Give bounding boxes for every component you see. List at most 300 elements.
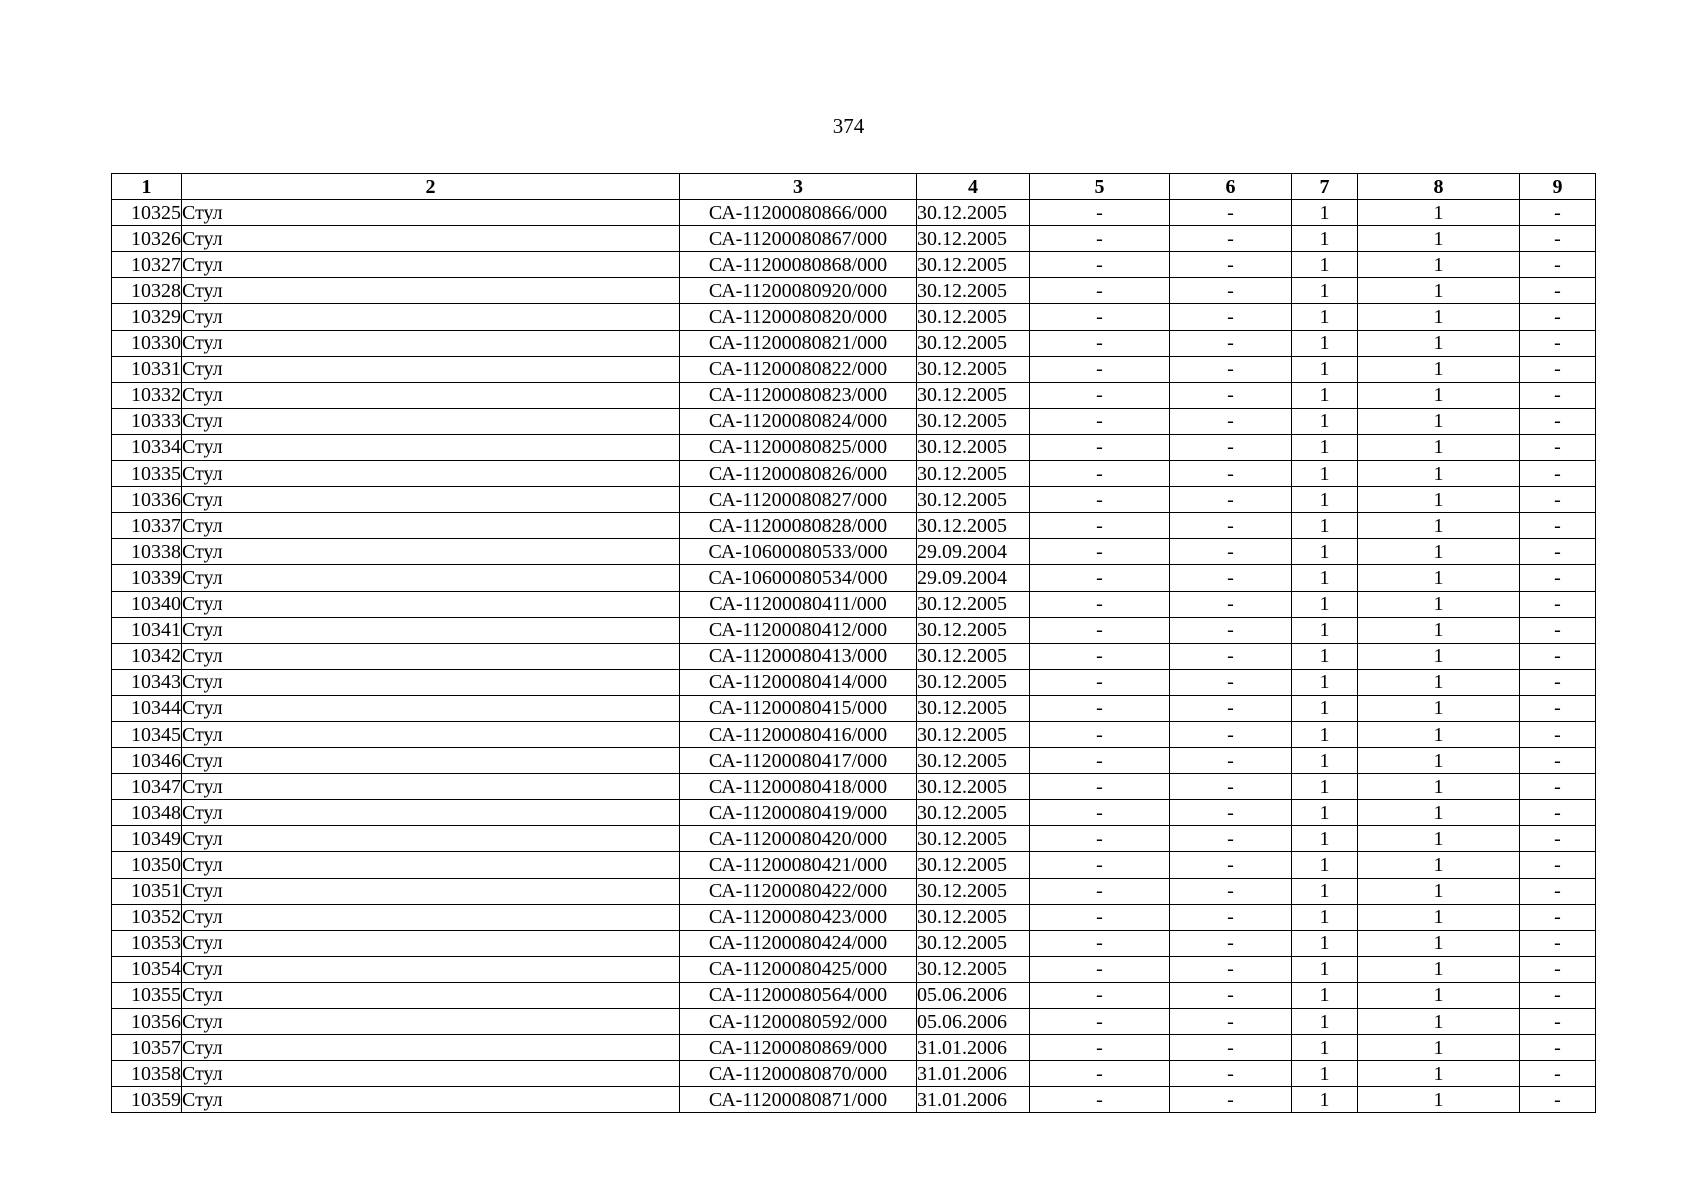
table-row	[112, 930, 1596, 956]
inventory-code: СА-10600080533/000	[680, 539, 917, 565]
column-9-value: -	[1520, 852, 1596, 878]
column-6-value: -	[1170, 382, 1292, 408]
column-7-value: 1	[1292, 956, 1358, 982]
column-header: 7	[1292, 174, 1358, 200]
acquisition-date: 30.12.2005	[917, 513, 1030, 539]
table-row	[112, 434, 1596, 460]
acquisition-date: 30.12.2005	[917, 643, 1030, 669]
column-header: 2	[182, 174, 680, 200]
column-9-value: -	[1520, 669, 1596, 695]
column-5-value: -	[1030, 878, 1170, 904]
table-row	[112, 982, 1596, 1008]
item-name: Стул	[182, 252, 680, 278]
column-9-value: -	[1520, 252, 1596, 278]
column-8-value: 1	[1358, 930, 1520, 956]
item-name: Стул	[182, 356, 680, 382]
column-8-value: 1	[1358, 721, 1520, 747]
inventory-code: СА-11200080870/000	[680, 1061, 917, 1087]
column-8-value: 1	[1358, 565, 1520, 591]
column-8-value: 1	[1358, 226, 1520, 252]
column-6-value: -	[1170, 1035, 1292, 1061]
column-9-value: -	[1520, 643, 1596, 669]
column-9-value: -	[1520, 513, 1596, 539]
column-7-value: 1	[1292, 1035, 1358, 1061]
row-number: 10347	[112, 774, 182, 800]
acquisition-date: 31.01.2006	[917, 1035, 1030, 1061]
column-5-value: -	[1030, 200, 1170, 226]
acquisition-date: 29.09.2004	[917, 539, 1030, 565]
table-row	[112, 904, 1596, 930]
inventory-code: СА-11200080827/000	[680, 487, 917, 513]
table-row	[112, 878, 1596, 904]
column-header: 4	[917, 174, 1030, 200]
column-9-value: -	[1520, 304, 1596, 330]
column-7-value: 1	[1292, 826, 1358, 852]
item-name: Стул	[182, 643, 680, 669]
column-7-value: 1	[1292, 356, 1358, 382]
table-row	[112, 513, 1596, 539]
column-8-value: 1	[1358, 252, 1520, 278]
column-9-value: -	[1520, 800, 1596, 826]
item-name: Стул	[182, 1087, 680, 1113]
item-name: Стул	[182, 930, 680, 956]
table-row	[112, 1035, 1596, 1061]
acquisition-date: 30.12.2005	[917, 617, 1030, 643]
column-9-value: -	[1520, 1009, 1596, 1035]
column-5-value: -	[1030, 721, 1170, 747]
column-7-value: 1	[1292, 539, 1358, 565]
column-9-value: -	[1520, 200, 1596, 226]
row-number: 10337	[112, 513, 182, 539]
column-5-value: -	[1030, 669, 1170, 695]
column-8-value: 1	[1358, 304, 1520, 330]
column-5-value: -	[1030, 226, 1170, 252]
column-9-value: -	[1520, 226, 1596, 252]
column-8-value: 1	[1358, 330, 1520, 356]
acquisition-date: 30.12.2005	[917, 487, 1030, 513]
inventory-code: СА-11200080871/000	[680, 1087, 917, 1113]
column-6-value: -	[1170, 800, 1292, 826]
item-name: Стул	[182, 539, 680, 565]
column-9-value: -	[1520, 565, 1596, 591]
column-5-value: -	[1030, 1035, 1170, 1061]
acquisition-date: 30.12.2005	[917, 356, 1030, 382]
acquisition-date: 30.12.2005	[917, 278, 1030, 304]
inventory-code: СА-11200080866/000	[680, 200, 917, 226]
inventory-code: СА-11200080820/000	[680, 304, 917, 330]
column-7-value: 1	[1292, 278, 1358, 304]
item-name: Стул	[182, 721, 680, 747]
acquisition-date: 30.12.2005	[917, 904, 1030, 930]
row-number: 10330	[112, 330, 182, 356]
column-9-value: -	[1520, 1061, 1596, 1087]
row-number: 10333	[112, 408, 182, 434]
inventory-code: СА-11200080416/000	[680, 721, 917, 747]
item-name: Стул	[182, 1035, 680, 1061]
table-body	[112, 200, 1596, 1113]
column-6-value: -	[1170, 252, 1292, 278]
column-6-value: -	[1170, 826, 1292, 852]
table-row	[112, 487, 1596, 513]
row-number: 10352	[112, 904, 182, 930]
table-row	[112, 956, 1596, 982]
column-6-value: -	[1170, 330, 1292, 356]
row-number: 10344	[112, 695, 182, 721]
row-number: 10334	[112, 434, 182, 460]
column-9-value: -	[1520, 356, 1596, 382]
inventory-code: СА-11200080413/000	[680, 643, 917, 669]
column-9-value: -	[1520, 434, 1596, 460]
column-8-value: 1	[1358, 513, 1520, 539]
inventory-code: СА-11200080424/000	[680, 930, 917, 956]
acquisition-date: 30.12.2005	[917, 382, 1030, 408]
column-5-value: -	[1030, 461, 1170, 487]
row-number: 10329	[112, 304, 182, 330]
column-5-value: -	[1030, 748, 1170, 774]
inventory-code: СА-11200080412/000	[680, 617, 917, 643]
inventory-code: СА-11200080869/000	[680, 1035, 917, 1061]
inventory-code: СА-11200080564/000	[680, 982, 917, 1008]
item-name: Стул	[182, 278, 680, 304]
row-number: 10357	[112, 1035, 182, 1061]
column-header: 9	[1520, 174, 1596, 200]
column-9-value: -	[1520, 982, 1596, 1008]
column-9-value: -	[1520, 774, 1596, 800]
column-6-value: -	[1170, 304, 1292, 330]
acquisition-date: 30.12.2005	[917, 852, 1030, 878]
column-7-value: 1	[1292, 252, 1358, 278]
inventory-code: СА-11200080421/000	[680, 852, 917, 878]
column-7-value: 1	[1292, 591, 1358, 617]
column-5-value: -	[1030, 956, 1170, 982]
column-6-value: -	[1170, 565, 1292, 591]
column-8-value: 1	[1358, 643, 1520, 669]
column-7-value: 1	[1292, 487, 1358, 513]
inventory-code: СА-11200080422/000	[680, 878, 917, 904]
column-9-value: -	[1520, 461, 1596, 487]
column-5-value: -	[1030, 617, 1170, 643]
item-name: Стул	[182, 748, 680, 774]
column-5-value: -	[1030, 774, 1170, 800]
row-number: 10351	[112, 878, 182, 904]
item-name: Стул	[182, 904, 680, 930]
item-name: Стул	[182, 226, 680, 252]
table-row	[112, 565, 1596, 591]
table-row	[112, 617, 1596, 643]
column-9-value: -	[1520, 956, 1596, 982]
column-6-value: -	[1170, 356, 1292, 382]
table-row	[112, 408, 1596, 434]
column-7-value: 1	[1292, 669, 1358, 695]
column-8-value: 1	[1358, 1009, 1520, 1035]
column-6-value: -	[1170, 200, 1292, 226]
row-number: 10325	[112, 200, 182, 226]
table-row	[112, 852, 1596, 878]
column-5-value: -	[1030, 695, 1170, 721]
row-number: 10328	[112, 278, 182, 304]
column-6-value: -	[1170, 408, 1292, 434]
column-9-value: -	[1520, 591, 1596, 617]
row-number: 10341	[112, 617, 182, 643]
column-5-value: -	[1030, 826, 1170, 852]
column-9-value: -	[1520, 878, 1596, 904]
item-name: Стул	[182, 591, 680, 617]
column-8-value: 1	[1358, 356, 1520, 382]
table-row	[112, 748, 1596, 774]
item-name: Стул	[182, 774, 680, 800]
column-6-value: -	[1170, 930, 1292, 956]
inventory-code: СА-11200080824/000	[680, 408, 917, 434]
column-7-value: 1	[1292, 513, 1358, 539]
column-9-value: -	[1520, 1087, 1596, 1113]
acquisition-date: 30.12.2005	[917, 826, 1030, 852]
inventory-code: СА-11200080423/000	[680, 904, 917, 930]
item-name: Стул	[182, 695, 680, 721]
acquisition-date: 30.12.2005	[917, 774, 1030, 800]
column-9-value: -	[1520, 408, 1596, 434]
item-name: Стул	[182, 982, 680, 1008]
column-8-value: 1	[1358, 591, 1520, 617]
inventory-code: СА-11200080417/000	[680, 748, 917, 774]
column-6-value: -	[1170, 774, 1292, 800]
column-6-value: -	[1170, 669, 1292, 695]
table-row	[112, 382, 1596, 408]
column-8-value: 1	[1358, 956, 1520, 982]
table-row	[112, 356, 1596, 382]
inventory-code: СА-11200080419/000	[680, 800, 917, 826]
column-5-value: -	[1030, 330, 1170, 356]
column-5-value: -	[1030, 982, 1170, 1008]
column-7-value: 1	[1292, 1087, 1358, 1113]
table-row	[112, 539, 1596, 565]
acquisition-date: 31.01.2006	[917, 1087, 1030, 1113]
row-number: 10332	[112, 382, 182, 408]
acquisition-date: 30.12.2005	[917, 721, 1030, 747]
column-6-value: -	[1170, 982, 1292, 1008]
column-6-value: -	[1170, 513, 1292, 539]
row-number: 10359	[112, 1087, 182, 1113]
column-6-value: -	[1170, 695, 1292, 721]
inventory-code: СА-11200080867/000	[680, 226, 917, 252]
column-8-value: 1	[1358, 617, 1520, 643]
row-number: 10354	[112, 956, 182, 982]
column-7-value: 1	[1292, 643, 1358, 669]
column-5-value: -	[1030, 408, 1170, 434]
column-8-value: 1	[1358, 408, 1520, 434]
column-7-value: 1	[1292, 200, 1358, 226]
table-row	[112, 695, 1596, 721]
column-7-value: 1	[1292, 1061, 1358, 1087]
column-6-value: -	[1170, 1061, 1292, 1087]
row-number: 10348	[112, 800, 182, 826]
column-7-value: 1	[1292, 226, 1358, 252]
column-7-value: 1	[1292, 617, 1358, 643]
item-name: Стул	[182, 1009, 680, 1035]
row-number: 10326	[112, 226, 182, 252]
column-5-value: -	[1030, 252, 1170, 278]
table-row	[112, 252, 1596, 278]
column-6-value: -	[1170, 278, 1292, 304]
item-name: Стул	[182, 304, 680, 330]
column-7-value: 1	[1292, 852, 1358, 878]
column-7-value: 1	[1292, 565, 1358, 591]
column-7-value: 1	[1292, 930, 1358, 956]
table-row	[112, 1061, 1596, 1087]
row-number: 10342	[112, 643, 182, 669]
column-8-value: 1	[1358, 200, 1520, 226]
inventory-code: СА-11200080825/000	[680, 434, 917, 460]
column-5-value: -	[1030, 278, 1170, 304]
column-9-value: -	[1520, 539, 1596, 565]
row-number: 10343	[112, 669, 182, 695]
column-9-value: -	[1520, 721, 1596, 747]
row-number: 10358	[112, 1061, 182, 1087]
item-name: Стул	[182, 461, 680, 487]
acquisition-date: 30.12.2005	[917, 408, 1030, 434]
item-name: Стул	[182, 565, 680, 591]
inventory-code: СА-11200080418/000	[680, 774, 917, 800]
column-6-value: -	[1170, 1009, 1292, 1035]
acquisition-date: 30.12.2005	[917, 748, 1030, 774]
column-8-value: 1	[1358, 904, 1520, 930]
inventory-code: СА-11200080415/000	[680, 695, 917, 721]
column-5-value: -	[1030, 434, 1170, 460]
column-8-value: 1	[1358, 774, 1520, 800]
item-name: Стул	[182, 382, 680, 408]
inventory-code: СА-11200080828/000	[680, 513, 917, 539]
item-name: Стул	[182, 1061, 680, 1087]
item-name: Стул	[182, 200, 680, 226]
inventory-code: СА-11200080920/000	[680, 278, 917, 304]
table-row	[112, 826, 1596, 852]
column-6-value: -	[1170, 461, 1292, 487]
column-6-value: -	[1170, 721, 1292, 747]
column-7-value: 1	[1292, 878, 1358, 904]
column-5-value: -	[1030, 591, 1170, 617]
column-7-value: 1	[1292, 382, 1358, 408]
item-name: Стул	[182, 669, 680, 695]
page-number: 374	[832, 114, 865, 138]
row-number: 10355	[112, 982, 182, 1008]
column-5-value: -	[1030, 930, 1170, 956]
column-6-value: -	[1170, 226, 1292, 252]
column-6-value: -	[1170, 434, 1292, 460]
acquisition-date: 30.12.2005	[917, 591, 1030, 617]
inventory-code: СА-11200080420/000	[680, 826, 917, 852]
column-5-value: -	[1030, 513, 1170, 539]
column-7-value: 1	[1292, 695, 1358, 721]
table-row	[112, 461, 1596, 487]
acquisition-date: 30.12.2005	[917, 304, 1030, 330]
table-row	[112, 774, 1596, 800]
table-row	[112, 1009, 1596, 1035]
column-8-value: 1	[1358, 695, 1520, 721]
column-9-value: -	[1520, 1035, 1596, 1061]
column-6-value: -	[1170, 852, 1292, 878]
column-9-value: -	[1520, 695, 1596, 721]
column-8-value: 1	[1358, 539, 1520, 565]
acquisition-date: 30.12.2005	[917, 800, 1030, 826]
row-number: 10349	[112, 826, 182, 852]
acquisition-date: 30.12.2005	[917, 669, 1030, 695]
column-8-value: 1	[1358, 669, 1520, 695]
column-5-value: -	[1030, 852, 1170, 878]
inventory-code: СА-11200080411/000	[680, 591, 917, 617]
column-5-value: -	[1030, 904, 1170, 930]
acquisition-date: 30.12.2005	[917, 461, 1030, 487]
item-name: Стул	[182, 617, 680, 643]
column-8-value: 1	[1358, 800, 1520, 826]
column-7-value: 1	[1292, 434, 1358, 460]
column-8-value: 1	[1358, 1035, 1520, 1061]
acquisition-date: 30.12.2005	[917, 330, 1030, 356]
column-9-value: -	[1520, 930, 1596, 956]
table-row	[112, 591, 1596, 617]
column-7-value: 1	[1292, 982, 1358, 1008]
column-6-value: -	[1170, 748, 1292, 774]
column-6-value: -	[1170, 487, 1292, 513]
column-8-value: 1	[1358, 434, 1520, 460]
table-row	[112, 669, 1596, 695]
column-header: 8	[1358, 174, 1520, 200]
row-number: 10331	[112, 356, 182, 382]
acquisition-date: 05.06.2006	[917, 982, 1030, 1008]
column-8-value: 1	[1358, 852, 1520, 878]
inventory-code: СА-10600080534/000	[680, 565, 917, 591]
row-number: 10327	[112, 252, 182, 278]
column-8-value: 1	[1358, 826, 1520, 852]
table-row	[112, 1087, 1596, 1113]
column-8-value: 1	[1358, 1087, 1520, 1113]
acquisition-date: 30.12.2005	[917, 434, 1030, 460]
row-number: 10353	[112, 930, 182, 956]
table-row	[112, 278, 1596, 304]
item-name: Стул	[182, 408, 680, 434]
column-5-value: -	[1030, 800, 1170, 826]
acquisition-date: 30.12.2005	[917, 695, 1030, 721]
column-7-value: 1	[1292, 408, 1358, 434]
table-row	[112, 800, 1596, 826]
item-name: Стул	[182, 513, 680, 539]
column-6-value: -	[1170, 643, 1292, 669]
column-9-value: -	[1520, 904, 1596, 930]
column-5-value: -	[1030, 356, 1170, 382]
table-row	[112, 330, 1596, 356]
acquisition-date: 29.09.2004	[917, 565, 1030, 591]
column-5-value: -	[1030, 539, 1170, 565]
column-7-value: 1	[1292, 904, 1358, 930]
column-8-value: 1	[1358, 748, 1520, 774]
acquisition-date: 05.06.2006	[917, 1009, 1030, 1035]
column-7-value: 1	[1292, 800, 1358, 826]
column-7-value: 1	[1292, 1009, 1358, 1035]
column-8-value: 1	[1358, 982, 1520, 1008]
column-5-value: -	[1030, 487, 1170, 513]
row-number: 10356	[112, 1009, 182, 1035]
acquisition-date: 30.12.2005	[917, 878, 1030, 904]
inventory-code: СА-11200080826/000	[680, 461, 917, 487]
table-row	[112, 643, 1596, 669]
asset-register-table	[111, 173, 1596, 1113]
column-9-value: -	[1520, 617, 1596, 643]
column-9-value: -	[1520, 826, 1596, 852]
header-row	[112, 174, 1596, 200]
inventory-code: СА-11200080822/000	[680, 356, 917, 382]
column-9-value: -	[1520, 382, 1596, 408]
column-5-value: -	[1030, 1009, 1170, 1035]
column-8-value: 1	[1358, 278, 1520, 304]
column-8-value: 1	[1358, 1061, 1520, 1087]
